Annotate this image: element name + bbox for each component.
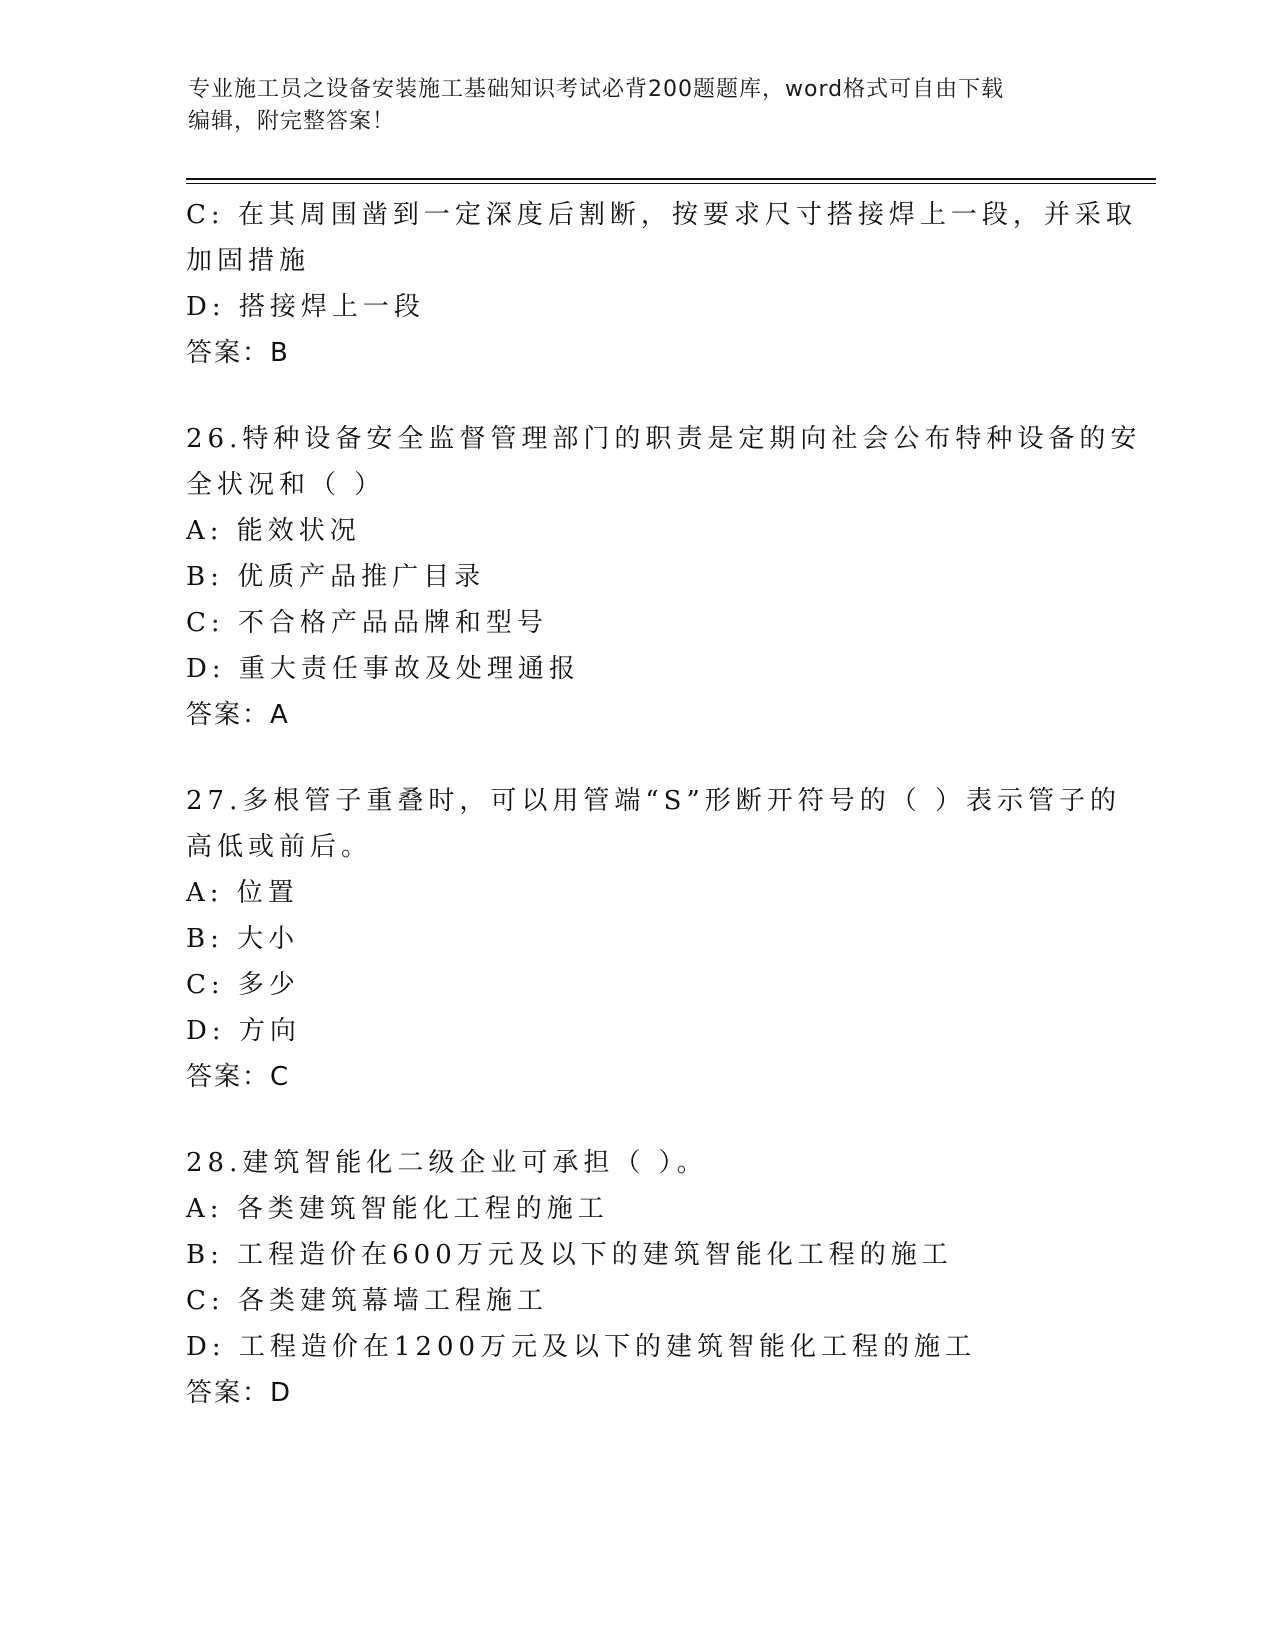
question-27	[186, 778, 1122, 1100]
option-b: B: 大小	[186, 924, 300, 954]
option-b: B: 工程造价在600万元及以下的建筑智能化工程的施工	[186, 1240, 953, 1270]
question-list	[186, 192, 1142, 1416]
option-c: C: 不合格产品品牌和型号	[186, 608, 548, 638]
option-a: A: 能效状况	[186, 516, 361, 546]
question-stem-continued: 高低或前后。	[186, 832, 373, 862]
answer: 答案：D	[186, 1378, 293, 1408]
question-26	[186, 416, 1142, 738]
answer: 答案：B	[186, 338, 290, 368]
option-c-continued: 加固措施	[186, 246, 311, 276]
option-d: D: 重大责任事故及处理通报	[186, 654, 580, 684]
option-d: D: 搭接焊上一段	[186, 292, 425, 322]
option-c: C: 多少	[186, 970, 300, 1000]
question-stem: 28.建筑智能化二级企业可承担（ ）。	[186, 1148, 708, 1178]
option-d: D: 工程造价在1200万元及以下的建筑智能化工程的施工	[186, 1332, 977, 1362]
answer: 答案：A	[186, 700, 290, 730]
option-a: A: 各类建筑智能化工程的施工	[186, 1194, 609, 1224]
question-25-carryover	[186, 192, 1137, 376]
question-28	[186, 1140, 1086, 1416]
option-a: A: 位置	[186, 878, 299, 908]
answer: 答案：C	[186, 1062, 291, 1092]
question-stem: 27.多根管子重叠时，可以用管端“S”形断开符号的（ ）表示管子的	[186, 786, 1122, 816]
option-c: C: 在其周围凿到一定深度后割断，按要求尺寸搭接焊上一段，并采取	[186, 200, 1137, 230]
question-stem-continued: 全状况和（ ）	[186, 470, 386, 500]
option-c: C: 各类建筑幕墙工程施工	[186, 1286, 548, 1316]
question-stem: 26.特种设备安全监督管理部门的职责是定期向社会公布特种设备的安	[186, 424, 1142, 454]
option-b: B: 优质产品推广目录	[186, 562, 486, 592]
header-divider-thick	[186, 178, 1156, 180]
header-line-1: 专业施工员之设备安装施工基础知识考试必背200题题库，word格式可自由下载	[188, 77, 1005, 102]
header-divider-thin	[186, 183, 1156, 184]
header-line-2: 编辑，附完整答案！	[188, 109, 396, 134]
option-d: D: 方向	[186, 1016, 301, 1046]
document-header	[188, 74, 1068, 138]
